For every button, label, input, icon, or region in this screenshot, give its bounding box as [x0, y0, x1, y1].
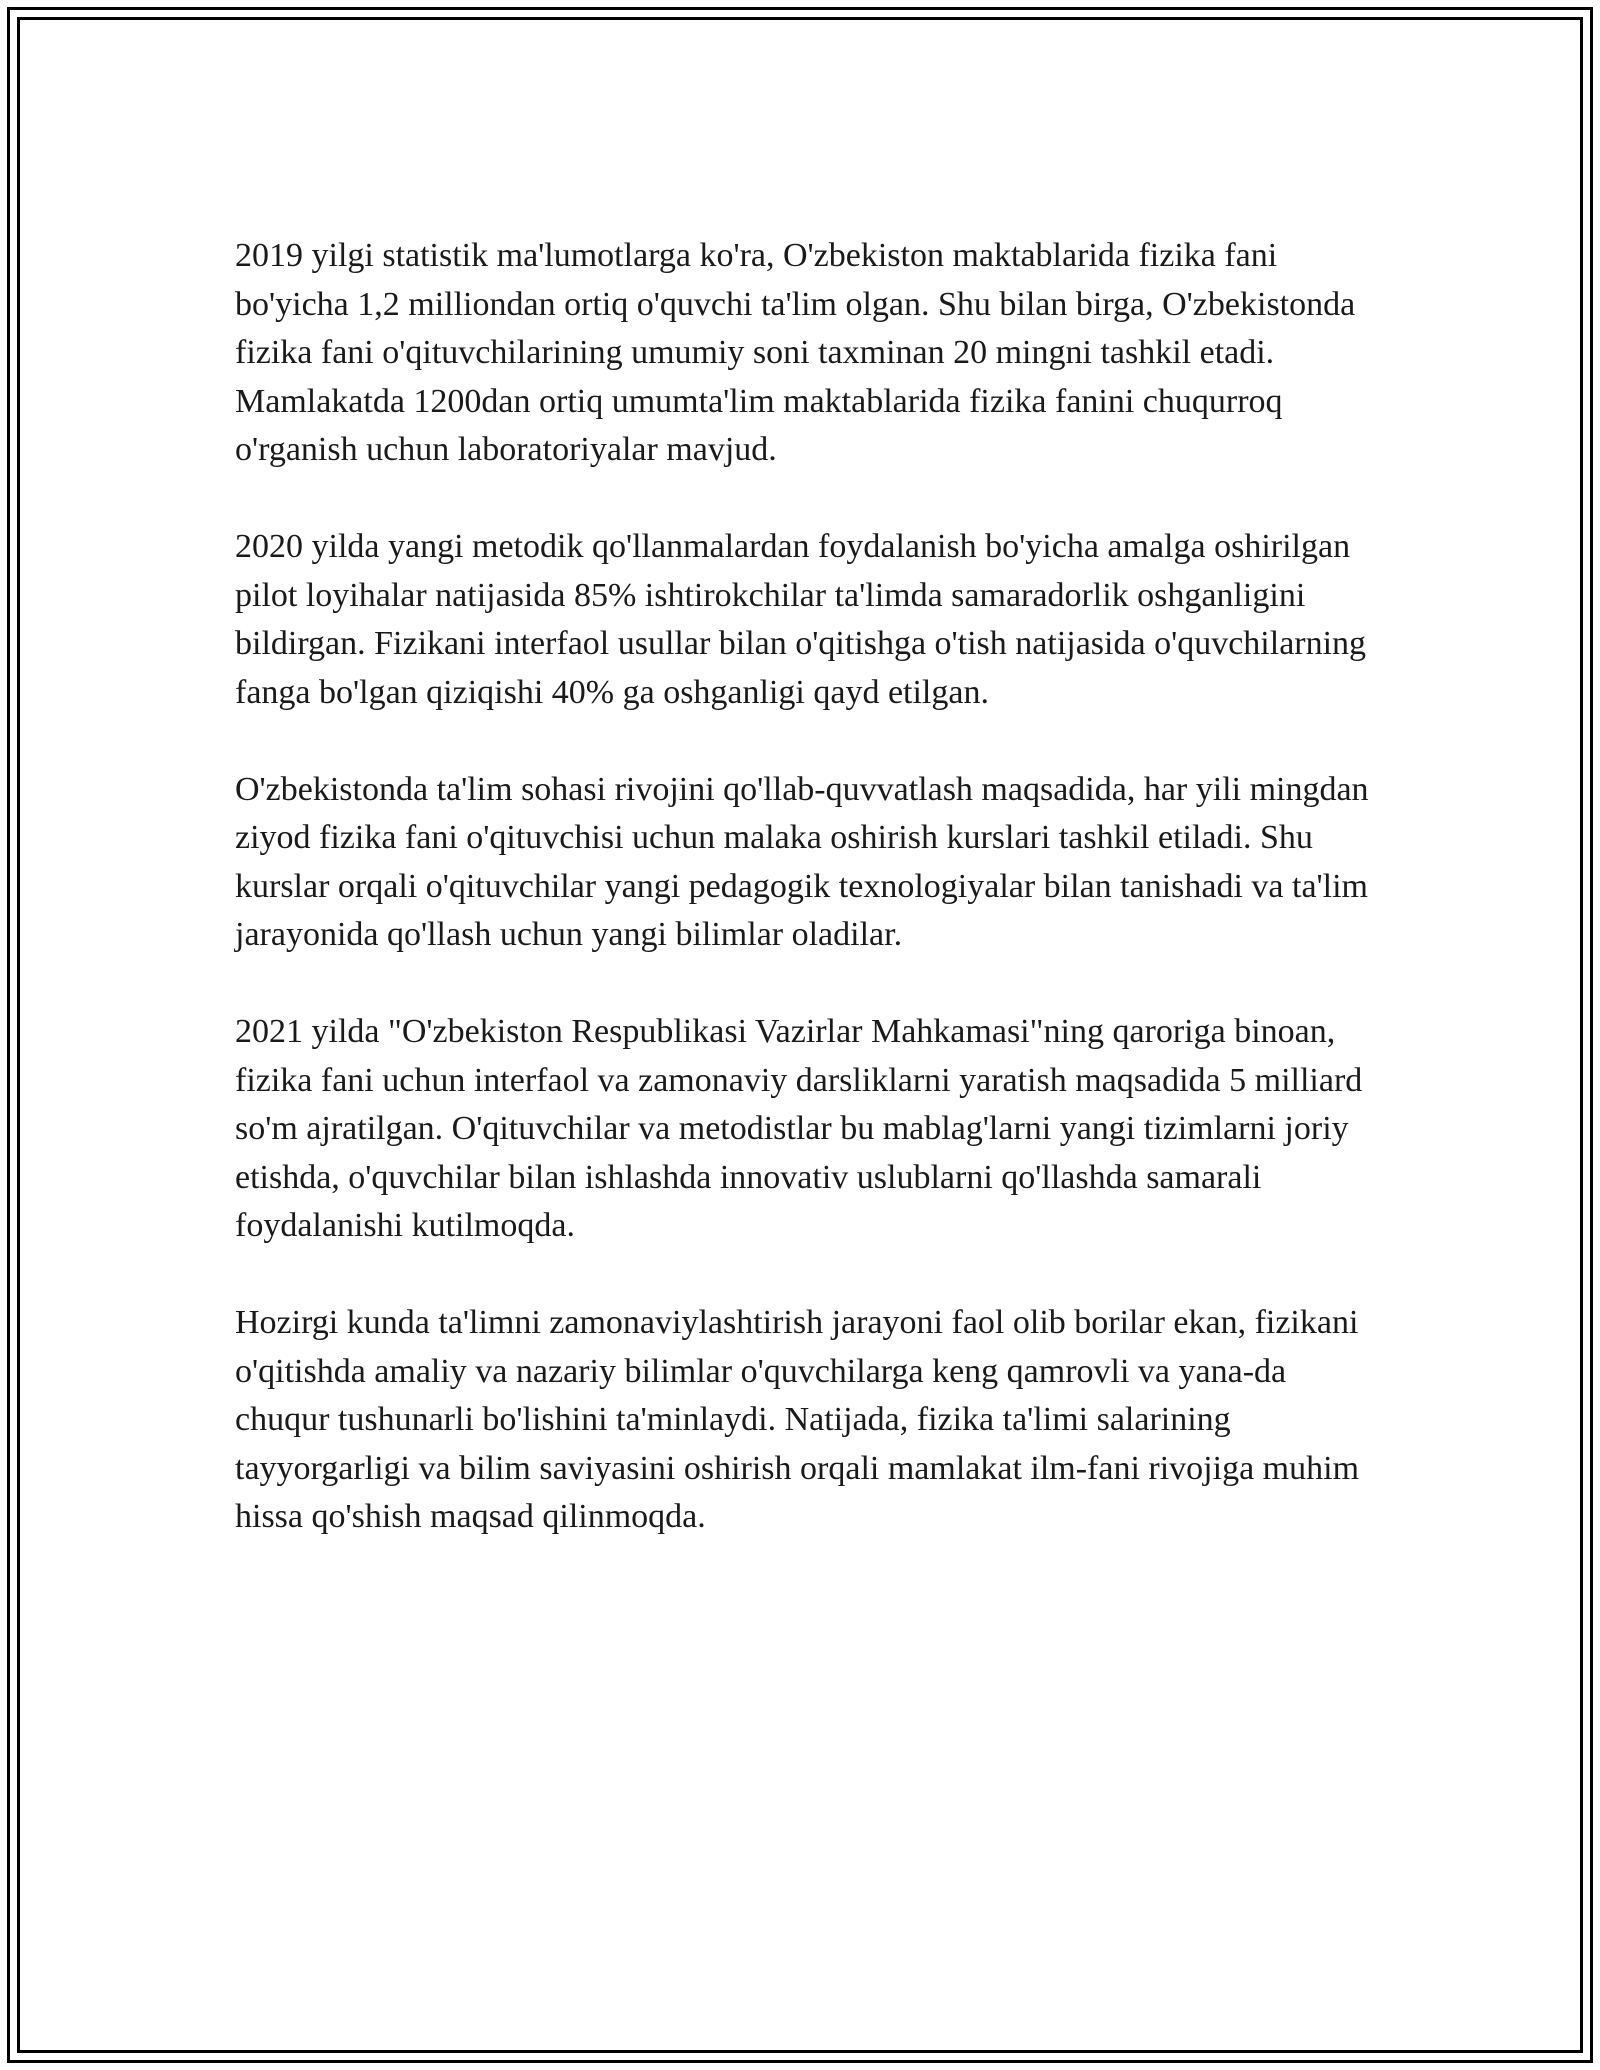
paragraph-1: 2019 yilgi statistik ma'lumotlarga ko'ra, O'zbekiston maktablarida fizika fani bo'yicha 1,2 milliondan ortiq o'quvchi ta'lim olgan. Shu bilan birga, O'zbekistonda fizika fani o'qituvchilarining umumiy soni taxminan 20 mingni tashkil etadi. Mamlakatda 1200dan ortiq umumta'lim maktablarida fizika fanini chuqurroq o'rganish uchun laboratoriyalar mavjud.	[235, 237, 1356, 468]
document-body	[235, 232, 1375, 1590]
paragraph-5: Hozirgi kunda ta'limni zamonaviylashtirish jarayoni faol olib borilar ekan, fizikani o'qitishda amaliy va nazariy bilimlar o'quvchilarga keng qamrovli va yana-da chuqur tushunarli bo'lishini ta'minlaydi. Natijada, fizika ta'limi salarining tayyorgarligi va bilim saviyasini oshirish orqali mamlakat ilm-fani rivojiga muhim hissa qo'shish maqsad qilinmoqda.	[235, 1304, 1360, 1535]
paragraph-2: 2020 yilda yangi metodik qo'llanmalardan foydalanish bo'yicha amalga oshirilgan pilot loyihalar natijasida 85% ishtirokchilar ta'limda samaradorlik oshganligini bildirgan. Fizikani interfaol usullar bilan o'qitishga o'tish natijasida o'quvchilarning fanga bo'lgan qiziqishi 40% ga oshganligi qayd etilgan.	[235, 528, 1367, 711]
paragraph-4: 2021 yilda "O'zbekiston Respublikasi Vazirlar Mahkamasi"ning qaroriga binoan, fizika fani uchun interfaol va zamonaviy darsliklarni yaratish maqsadida 5 milliard so'm ajratilgan. O'qituvchilar va metodistlar bu mablag'larni yangi tizimlarni joriy etishda, o'quvchilar bilan ishlashda innovativ uslublarni qo'llashda samarali foydalanishi kutilmoqda.	[235, 1013, 1363, 1244]
paragraph-3: O'zbekistonda ta'lim sohasi rivojini qo'llab-quvvatlash maqsadida, har yili mingdan ziyod fizika fani o'qituvchisi uchun malaka oshirish kurslari tashkil etiladi. Shu kurslar orqali o'qituvchilar yangi pedagogik texnologiyalar bilan tanishadi va ta'lim jarayonida qo'llash uchun yangi bilimlar oladilar.	[235, 770, 1369, 953]
